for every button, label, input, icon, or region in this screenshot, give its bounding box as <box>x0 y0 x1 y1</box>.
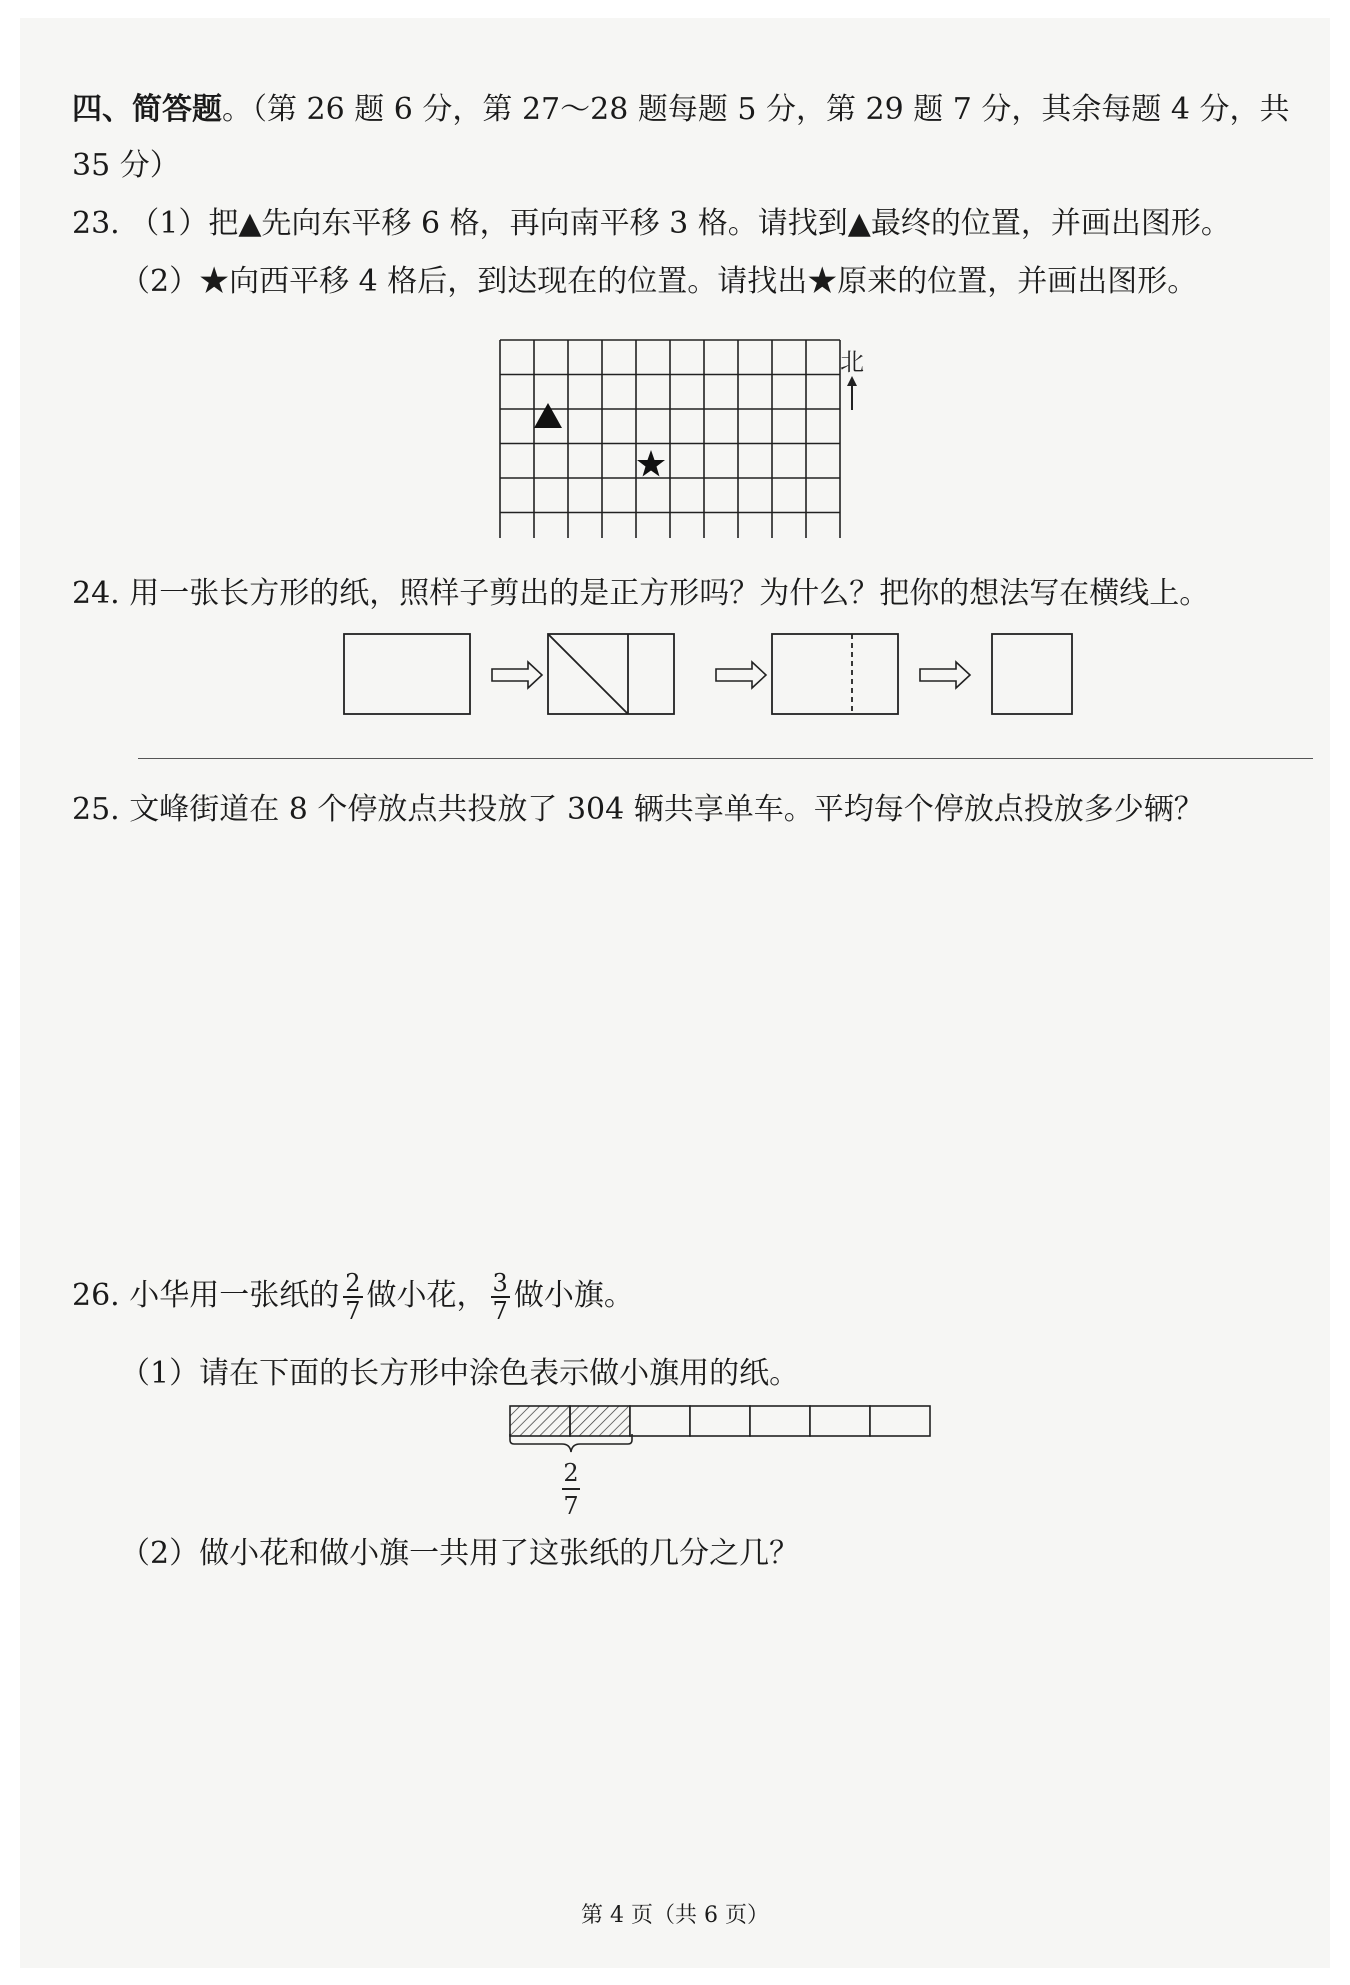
brace-fraction-denominator: 7 <box>563 1492 579 1516</box>
section-note: 。（第 26 题 6 分，第 27～28 题每题 5 分，第 29 题 7 分，其余每题 4 分，共 <box>222 92 1290 127</box>
paper-folding-diagram <box>320 618 1120 718</box>
exam-page <box>20 18 1330 1968</box>
q23-part1-line <box>72 204 1231 244</box>
q25-line <box>72 790 1204 830</box>
arrow-icon <box>920 662 970 688</box>
bar-segment[interactable] <box>870 1406 930 1436</box>
triangle-shape <box>534 403 562 428</box>
q26-part2: （2）做小花和做小旗一共用了这张纸的几分之几？ <box>120 1536 800 1571</box>
q26-text-b: 做小花， <box>366 1278 487 1313</box>
bar-segment[interactable] <box>750 1406 810 1436</box>
question-number: 25. <box>72 792 120 827</box>
q26-text-c: 做小旗。 <box>513 1278 634 1313</box>
bar-segment-shaded <box>570 1406 630 1436</box>
question-number: 24. <box>72 576 120 611</box>
bar-segment[interactable] <box>810 1406 870 1436</box>
q23-part2: （2）★向西平移 4 格后，到达现在的位置。请找出★原来的位置，并画出图形。 <box>120 264 1198 299</box>
q26-part1: （1）请在下面的长方形中涂色表示做小旗用的纸。 <box>120 1356 800 1391</box>
arrow-icon <box>492 662 542 688</box>
arrow-icon <box>716 662 766 688</box>
question-number: 26. <box>72 1278 120 1313</box>
brace-fraction-numerator: 2 <box>563 1459 579 1487</box>
fraction-three-sevenths: $\frac{3}{7}$ <box>492 1269 508 1325</box>
north-arrow-icon <box>847 376 857 410</box>
folded-paper <box>548 634 674 714</box>
star-shape <box>637 450 665 477</box>
q26-line <box>72 1266 634 1326</box>
bar-segment-shaded <box>510 1406 570 1436</box>
square-result <box>992 634 1072 714</box>
section-note-continued: 35 分） <box>72 148 180 183</box>
section-heading: 四、简答题 <box>72 92 222 127</box>
q24-text: 用一张长方形的纸，照样子剪出的是正方形吗？为什么？把你的想法写在横线上。 <box>129 576 1210 611</box>
q25-answer-area[interactable] <box>72 848 1312 1248</box>
q24-line <box>72 574 1209 614</box>
compass-north-label: 北 <box>840 348 864 376</box>
bar-segment[interactable] <box>690 1406 750 1436</box>
question-number: 23. <box>72 206 120 241</box>
fraction-bar <box>480 1396 950 1516</box>
rectangle-paper <box>344 634 470 714</box>
unfolded-paper <box>772 634 898 714</box>
answer-line[interactable] <box>138 758 1313 759</box>
q23-part1: （1）把▲先向东平移 6 格，再向南平移 3 格。请找到▲最终的位置，并画出图形。 <box>129 206 1231 241</box>
page-footer: 第 4 页（共 6 页） <box>581 1903 769 1928</box>
translation-grid <box>476 318 896 538</box>
q26-text-a: 小华用一张纸的 <box>129 1278 340 1313</box>
q25-text: 文峰街道在 8 个停放点共投放了 304 辆共享单车。平均每个停放点投放多少辆？ <box>129 792 1204 827</box>
q26-answer-area[interactable] <box>72 1588 1312 1888</box>
section-header <box>72 90 1290 130</box>
bar-segment[interactable] <box>630 1406 690 1436</box>
fraction-two-sevenths: $\frac{2}{7}$ <box>345 1269 361 1325</box>
